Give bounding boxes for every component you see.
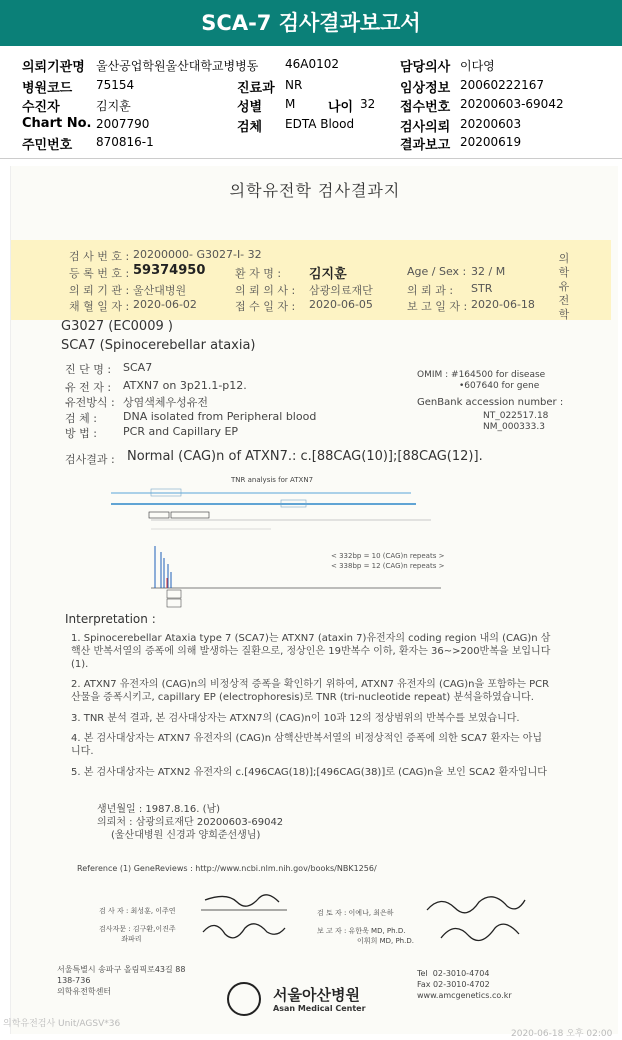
signature-examiner [197, 888, 292, 944]
report-date-label: 결과보고 [400, 138, 451, 153]
interpretation-3: 3. TNR 분석 결과, 본 검사대상자는 ATXN7의 (CAG)n이 10과 12의 정상범위의 반복수를 보였습니다. [71, 713, 520, 724]
scan-report-label: 보 고 일 자 : [407, 300, 468, 313]
receipt-value: 2020-06-05 [309, 298, 373, 311]
contact: Tel 02-3010-4704 Fax 02-3010-4702 www.amcgenetics.co.kr [417, 969, 512, 1000]
section-divider [0, 158, 622, 159]
receiver-value: 김지훈 [96, 99, 131, 113]
patient-label: 환 자 명 : [235, 267, 282, 280]
age-label: 나이 [328, 100, 354, 115]
gene-value: ATXN7 on 3p21.1-p12. [123, 379, 247, 392]
chart-value: 2007790 [96, 117, 150, 131]
scan-report-value: 2020-06-18 [471, 298, 535, 311]
birthdate: 생년월일 : 1987.8.16. (남) [97, 804, 221, 815]
doctor-label: 담당의사 [400, 60, 451, 75]
report-info-grid [0, 48, 622, 158]
report-date-value: 20200619 [460, 135, 522, 149]
institution-value: 울산공업학원울산대학교병병동 [96, 59, 259, 73]
agesex-label: Age / Sex : [407, 265, 467, 278]
receipt-label: 접 수 일 자 : [235, 300, 296, 313]
scan-dept-value: STR [471, 282, 493, 295]
address: 서울특별시 송파구 올림픽로43길 88 138-736 의학유전학센터 [57, 965, 186, 996]
reference: Reference (1) GeneReviews : http://www.ncbi.nlm.nih.gov/books/NBK1256/ [77, 864, 377, 873]
rrn-value: 870816-1 [96, 135, 154, 149]
reg-no-value: 59374950 [133, 263, 206, 278]
dx-value: SCA7 [123, 361, 153, 374]
req-inst-label: 의 뢰 기 관 : [69, 284, 130, 297]
scan-dept-label: 의 뢰 과 : [407, 284, 454, 297]
req-inst-value: 울산대병원 [133, 284, 187, 297]
request-value: 20200603 [460, 117, 522, 131]
accession-value: 20200603-69042 [460, 97, 564, 111]
rrn-label: 주민번호 [22, 138, 73, 153]
watermark-right: 2020-06-18 오후 02:00 [511, 1029, 613, 1039]
patient-info-band [11, 240, 611, 320]
requester: 의뢰처 : 삼광의료재단 20200603-69042 [97, 817, 284, 828]
reg-no-label: 등 록 번 호 : [69, 267, 130, 280]
mode-label: 유전방식 : [65, 396, 115, 409]
request-label: 검사의뢰 [400, 120, 451, 135]
method-label: 방 법 : [65, 427, 97, 440]
report-title: SCA-7 검사결과보고서 [0, 0, 622, 46]
interpretation-5: 5. 본 검사대상자는 ATXN2 유전자의 c.[496CAG(18)];[496CAG(38)]로 (CAG)n을 보인 SCA2 환자입니다 [71, 767, 547, 778]
fig-title: TNR analysis for ATXN7 [231, 476, 314, 484]
scan-title: 의학유전학 검사결과지 [229, 181, 401, 200]
mode-value: 상염색체우성유전 [123, 396, 209, 409]
institution-label: 의뢰기관명 [22, 60, 85, 75]
checker: 검 토 자 : 이예나, 최은하 [317, 909, 394, 917]
interpretation-4: 4. 본 검사대상자는 ATXN7 유전자의 (CAG)n 삼핵산반복서열의 비정상적인 증폭에 의한 SCA7 환자는 아닙니다. [71, 733, 543, 757]
receiver-label: 수진자 [22, 100, 60, 115]
fig-note-1: < 332bp = 10 (CAG)n repeats > [331, 552, 445, 560]
interpretation-2: 2. ATXN7 유전자의 (CAG)n의 비정상적 증폭을 확인하기 위하여, ATXN7 유전자의 (CAG)n을 포함하는 PCR 산물을 증폭시키고, capillary EP (electrophoresis)로 TNR (tri-nucleotide repeat) 분석을하였습니다. [71, 679, 550, 703]
hospital-name-kr: 서울아산병원 [273, 986, 360, 1004]
genbank-label: GenBank accession number : [417, 397, 564, 408]
test-no-value: 20200000- G3027-I- 32 [133, 248, 262, 261]
test-code: G3027 (EC0009 ) [61, 319, 173, 334]
side-label: 의학유전학 [558, 252, 570, 321]
specimen-value: EDTA Blood [285, 117, 355, 131]
method-value: PCR and Capillary EP [123, 425, 239, 438]
signature-reviewer [421, 890, 531, 952]
result-label: 검사결과 : [65, 453, 115, 466]
interpretation-title: Interpretation : [65, 612, 156, 626]
test-no-label: 검 사 번 호 : [69, 250, 130, 263]
sex-label: 성별 [237, 100, 263, 115]
result-value: Normal (CAG)n of ATXN7.: c.[88CAG(10)];[88CAG(12)]. [127, 449, 483, 464]
reviewer: 검사자문 : 김구환,이진주 좌파리 [99, 925, 176, 943]
fig-note-2: < 338bp = 12 (CAG)n repeats > [331, 562, 445, 570]
accession-label: 접수번호 [400, 100, 451, 115]
reporter: 보 고 자 : 유한욱 MD, Ph.D. 이휘희 MD, Ph.D. [317, 927, 414, 945]
tnr-electropherogram [111, 476, 461, 616]
hospital-code-value: 75154 [96, 78, 135, 92]
hospital-name-en: Asan Medical Center [273, 1004, 366, 1013]
genbank-nt: NT_022517.18 [483, 411, 549, 421]
age-value: 32 [360, 97, 376, 111]
examiner: 검 사 자 : 최성훈, 이주연 [99, 907, 176, 915]
watermark-left: 의학유전검사 Unit/AGSV*36 [3, 1019, 121, 1029]
collect-value: 2020-06-02 [133, 298, 197, 311]
requester-detail: (울산대병원 신경과 양희준선생님) [111, 830, 261, 841]
dept-label: 진료과 [237, 81, 275, 96]
clinical-value: 20060222167 [460, 78, 544, 92]
omim-gene: •607640 for gene [459, 381, 540, 391]
agesex-value: 32 / M [471, 265, 506, 278]
scan-specimen-value: DNA isolated from Peripheral blood [123, 410, 317, 423]
test-name: SCA7 (Spinocerebellar ataxia) [61, 338, 256, 353]
dx-label: 진 단 명 : [65, 363, 112, 376]
genbank-nm: NM_000333.3 [483, 422, 545, 432]
asan-logo-icon [227, 982, 261, 1016]
institution-code: 46A0102 [285, 57, 340, 71]
omim-disease: OMIM : #164500 for disease [417, 370, 546, 380]
interpretation-1: 1. Spinocerebellar Ataxia type 7 (SCA7)는 ATXN7 (ataxin 7)유전자의 coding region 내의 (CAG)n 삼핵산 반복서열의 증폭에 의해 발생하는 질환으로, 정상인은 19반복수 이하, 환자는 36~>200반복을 보입니다 (1). [71, 633, 551, 670]
specimen-label: 검체 [237, 120, 263, 135]
chart-label: Chart No. [22, 116, 92, 131]
collect-label: 채 혈 일 자 : [69, 300, 130, 313]
req-doc-value: 삼광의료재단 [309, 284, 373, 297]
patient-value: 김지훈 [309, 267, 347, 282]
electropherogram-plot [111, 476, 461, 616]
clinical-label: 임상정보 [400, 81, 451, 96]
scanned-report [3, 166, 618, 1039]
scan-specimen-label: 검 체 : [65, 412, 97, 425]
dept-value: NR [285, 78, 303, 92]
gene-label: 유 전 자 : [65, 381, 112, 394]
sex-value: M [285, 97, 296, 111]
doctor-value: 이다영 [460, 59, 495, 73]
hospital-code-label: 병원코드 [22, 81, 73, 96]
req-doc-label: 의 뢰 의 사 : [235, 284, 296, 297]
